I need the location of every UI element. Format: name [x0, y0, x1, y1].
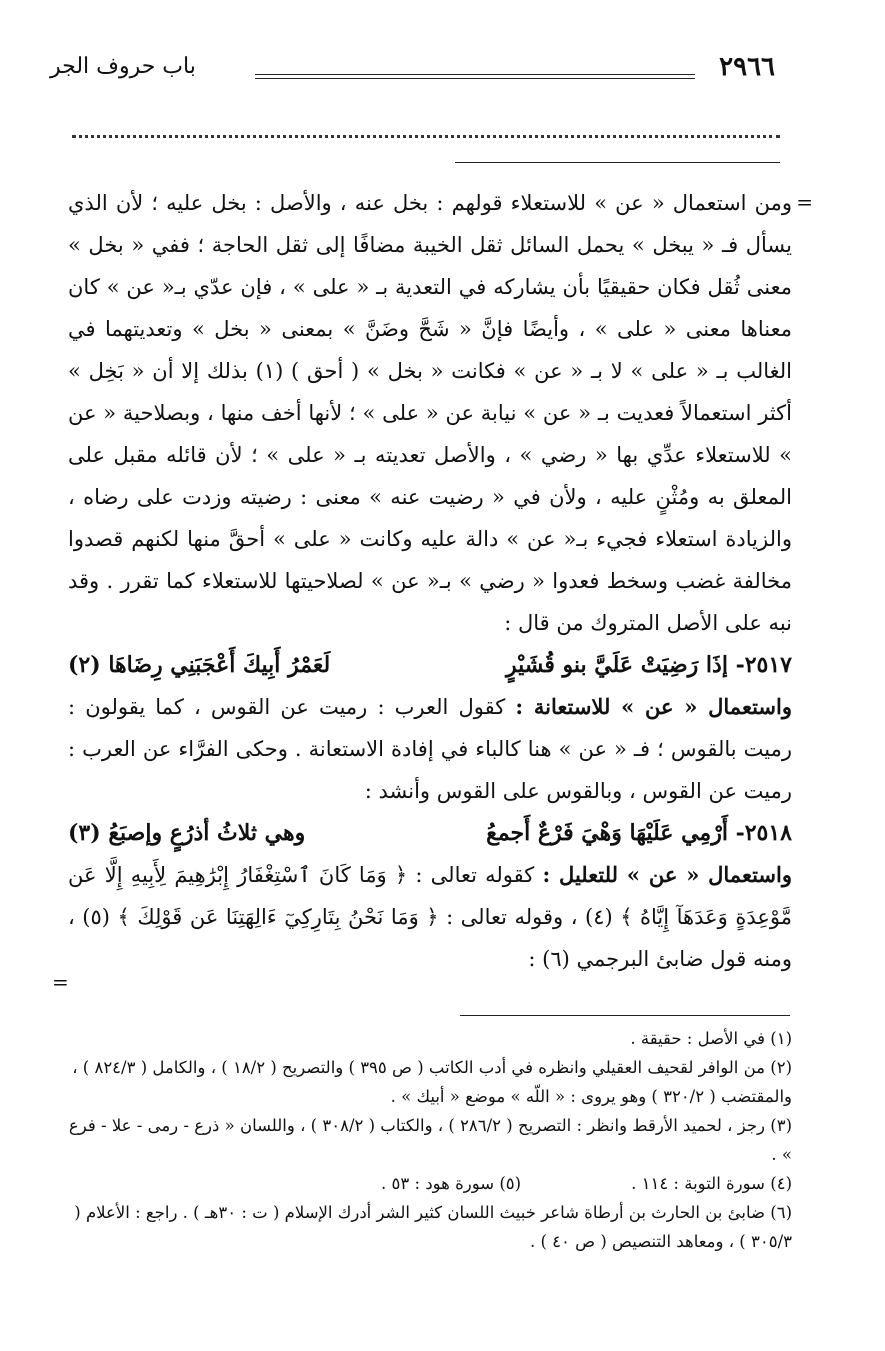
- page-number: ٢٩٦٦: [719, 52, 775, 82]
- verse-2518-second-hemistich: وهي ثلاثُ أذرُعٍ وإصبَعُ (٣): [68, 820, 306, 846]
- istiana-heading: واستعمال « عن » للاستعانة :: [515, 694, 792, 719]
- paragraph-bakhila: ومن استعمال « عن » للاستعلاء قولهم : بخل عنه ، والأصل : بخل عليه ؛ لأن الذي يسأل فـ « يبخل » يحمل السائل ثقل الخيبة مضافًا إلى ثقل الحاجة ؛ ففي « بخل » معنى ثُقل فكان حقيقيًا بأن يشاركه في التعدية بـ « على » ، فإن عدّي بـ« عن » كان معناها معنى « على » ، وأيضًا فإنَّ « شَحَّ وضَنَّ » بمعنى « بخل » وتعديتهما في الغالب بـ « على » لا بـ « عن » فكانت « بخل » ( أحق ) (١) بذلك إلا أن « بَخِل » أكثر استعمالاً فعديت بـ « عن » نيابة عن « على » ؛ لأنها أخف منها ، وبصلاحية « عن » للاستعلاء عدِّي بها « رضي » ، والأصل تعديته بـ « على » ؛ لأن قائله مقبل على المعلق به ومُثْنٍ عليه ، ولأن في « رضيت عنه » معنى : رضيته وزدت على رضاه ، والزيادة استعلاء فجيء بـ« عن » دالة عليه وكانت « على » أحقَّ منها لكنهم قصدوا مخالفة غضب وسخط فعدوا « رضي » بـ« عن » لصلاحيتها للاستعلاء كما تقرر . وقد نبه على الأصل المتروك من قال :: [68, 191, 792, 635]
- footnotes: [68, 1024, 792, 1256]
- footnote-2: (٢) من الوافر لقحيف العقيلي وانظره في أدب الكاتب ( ص ٣٩٥ ) والتصريح ( ١٨/٢ ) ، والكامل ( ٨٢٤/٣ ) ، والمقتضب ( ٣٢٠/٢ ) وهو يروى : « اللّه » موضع « أبيك » .: [72, 1058, 792, 1106]
- paragraph-talil: [68, 854, 792, 980]
- talil-text: كقوله تعالى : ﴿ وَمَا كَانَ ٱسْتِغْفَارُ إِبْرَٰهِيمَ لِأَبِيهِ إِلَّا عَن مَّوْعِدَةٍ وَعَدَهَآ إِيَّاهُ ﴾ (٤) ، وقوله تعالى : ﴿ وَمَا نَحْنُ بِتَارِكِيٓ ءَالِهَتِنَا عَن قَوْلِكَ ﴾ (٥) ، ومنه قول ضابئ البرجمي (٦) :: [68, 863, 792, 971]
- verse-2517: [68, 644, 792, 686]
- chapter-title: باب حروف الجر: [50, 54, 196, 79]
- footnote-6: (٦) ضابئ بن الحارث بن أرطاة شاعر خبيث اللسان كثير الشر أدرك الإسلام ( ت : ٣٠هـ ) . راجع : الأعلام ( ٣٠٥/٣ ) ، ومعاهد التنصيص ( ص ٤٠ ) .: [74, 1203, 792, 1251]
- istiana-text: كقول العرب : رميت عن القوس ، كما يقولون : رميت بالقوس ؛ فـ « عن » هنا كالباء في إفادة الاستعانة . وحكى الفرَّاء عن العرب : رميت عن القوس ، وبالقوس على القوس وأنشد :: [68, 695, 792, 803]
- footnote-3: (٣) رجز ، لحميد الأرقط وانظر : التصريح ( ٢٨٦/٢ ) ، والكتاب ( ٣٠٨/٢ ) ، واللسان « ذرع - رمى - علا - فرع » .: [68, 1116, 792, 1164]
- footnote-4: (٤) سورة التوبة : ١١٤ .: [631, 1174, 792, 1193]
- footnotes-4-5: [68, 1169, 792, 1198]
- footnote-rule: [460, 1015, 790, 1016]
- footnote-1: (١) في الأصل : حقيقة .: [630, 1029, 792, 1048]
- section-rule: [455, 162, 780, 163]
- verse-2518-first-hemistich: ٢٥١٨- أَرْمِي عَلَيْهَا وَهْيَ فَرْعٌ أَجمعُ: [486, 820, 792, 846]
- header-rule: [255, 74, 695, 79]
- main-text: [68, 182, 792, 980]
- verse-2517-first-hemistich: ٢٥١٧- إذَا رَضِيَتْ عَلَيَّ بنو قُشَيْرٍ: [505, 652, 792, 678]
- dotted-separator: [72, 135, 780, 138]
- paragraph-istiana: [68, 686, 792, 812]
- continuation-mark-top: =: [796, 190, 813, 214]
- running-header: [50, 52, 795, 92]
- verse-2518: [68, 812, 792, 854]
- verse-2517-second-hemistich: لَعَمْرُ أَبِيكَ أَعْجَبَنِي رِضَاهَا (٢): [68, 652, 331, 678]
- footnote-5: (٥) سورة هود : ٥٣ .: [381, 1174, 522, 1193]
- talil-heading: واستعمال « عن » للتعليل :: [542, 862, 792, 887]
- continuation-mark-bottom: =: [52, 970, 69, 994]
